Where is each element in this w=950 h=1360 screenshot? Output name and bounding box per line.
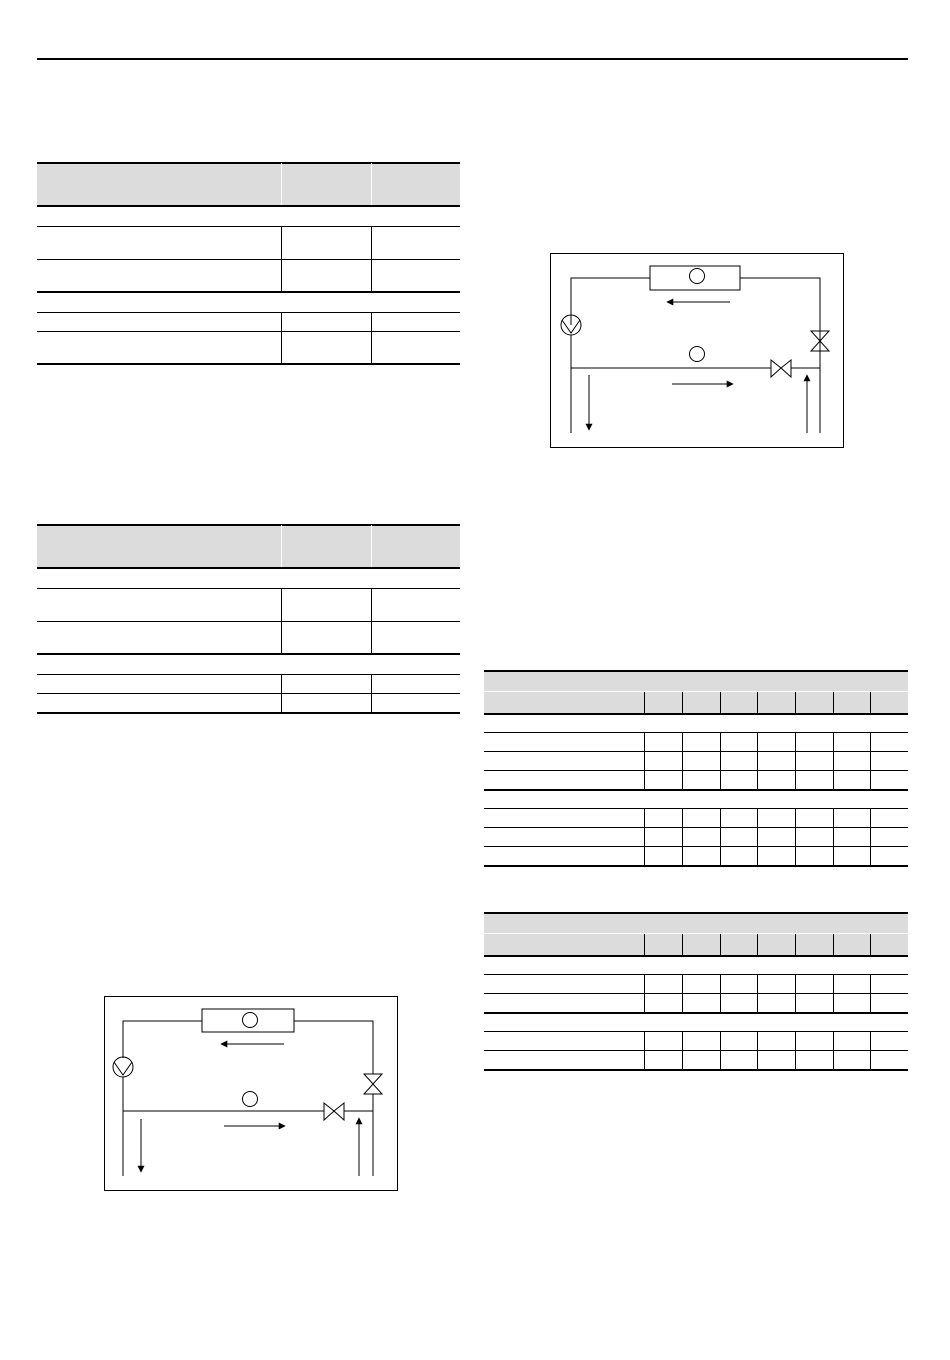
heat-exchanger-icon: [650, 266, 740, 290]
valve-icon: [324, 1103, 344, 1120]
table-row: [484, 732, 908, 733]
diagram-bottom-left: [104, 996, 398, 1191]
table-row: [484, 974, 908, 975]
table-row: [37, 674, 460, 675]
table-row: [37, 226, 460, 227]
table-row: [37, 588, 460, 589]
valve-icon: [771, 360, 791, 377]
table-row: [484, 1031, 908, 1032]
table-row: [484, 808, 908, 809]
header-rule: [37, 58, 908, 60]
valve-icon: [364, 1074, 382, 1094]
pump-icon: [113, 1057, 133, 1077]
table-row: [37, 312, 460, 313]
diagram-top-right: [550, 253, 844, 448]
